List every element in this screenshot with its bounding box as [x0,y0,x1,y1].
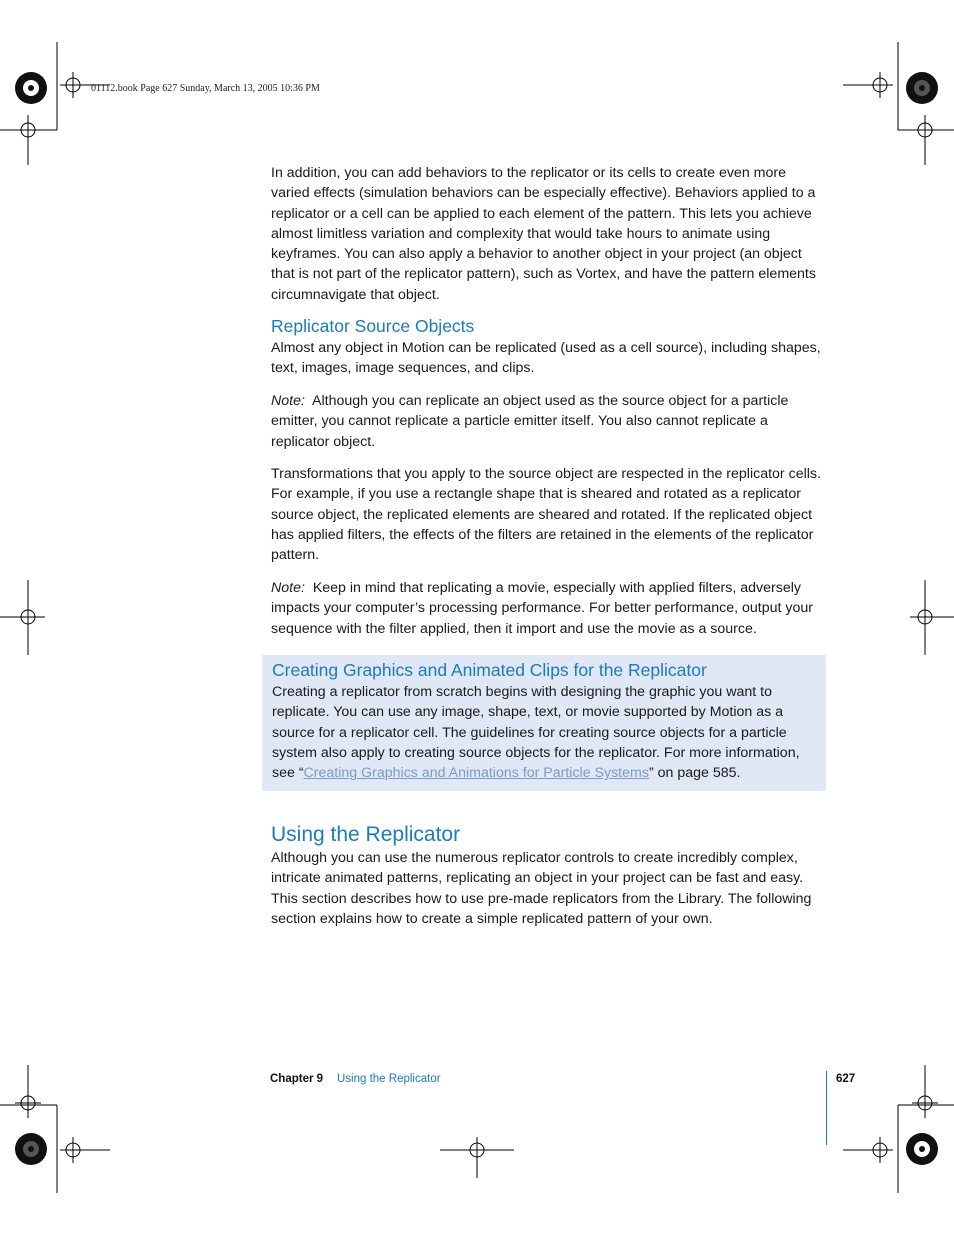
page-number: 627 [836,1073,856,1085]
intro-paragraph: In addition, you can add behaviors to the replicator or its cells to create even more varied effects (simulation behaviors can be especially effective). Behaviors applied to a replicator or a cell can be applied to each element of the pattern. This lets you achieve almost limitless variation and complexity that would take hours to animate using keyframes. You can also apply a behavior to another object in your project (an object that is not part of the replicator pattern), such as Vortex, and have the pattern elements circumnavigate that object. [271,165,816,303]
footer-section-title: Using the Replicator [337,1073,441,1085]
sidebar-after-link: ” on page 585. [648,765,741,782]
note-label: Note: [271,393,305,409]
sidebar-paragraph [272,682,817,783]
note-text: Although you can replicate an object used as the source object for a particle emitter, you cannot replicate a particle emitter itself. You also cannot replicate a replicator object. [271,393,789,450]
note-paragraph-1 [271,391,827,452]
section-heading-source-objects: Replicator Source Objects [271,316,475,336]
source-objects-paragraph: Almost any object in Motion can be replicated (used as a cell source), including shapes, text, images, image sequences, and clips. [271,340,821,377]
footer-divider [826,1071,827,1145]
footer-chapter: Chapter 9 [270,1073,324,1085]
print-header: 01112.book Page 627 Sunday, March 13, 2005 10:36 PM [91,83,320,94]
sidebar-text: Creating a replicator from scratch begins with designing the graphic you want to replicate. You can use any image, shape, text, or movie supported by Motion as a source for a replicator cell. The guidelines for creating source objects for a particle system also apply to creating source objects for the replicator. For more information, see “ [272,684,800,782]
section-heading-using-replicator: Using the Replicator [271,823,461,846]
note-text: Keep in mind that replicating a movie, especially with applied filters, adversely impacts your computer’s processing performance. For better performance, output your sequence with the filter applied, then it import and use the movie as a source. [271,580,814,637]
transform-paragraph: Transformations that you apply to the source object are respected in the replicator cells. For example, if you use a rectangle shape that is sheared and rotated as a replicator source object, the replicated elements are sheared and rotated. If the replicated object has applied filters, the effects of the filters are retained in the elements of the replicator pattern. [271,466,821,564]
sidebar-heading: Creating Graphics and Animated Clips for the Replicator [272,660,707,680]
using-replicator-paragraph: Although you can use the numerous replicator controls to create incredibly complex, intricate animated patterns, replicating an object in your project can be fast and easy. This section describes how to use pre-made replicators from the Library. The following section explains how to create a simple replicated pattern of your own. [271,850,812,927]
cross-reference-link[interactable]: Creating Graphics and Animations for Particle Systems [303,765,649,782]
note-paragraph-2 [271,578,827,639]
note-label: Note: [271,580,305,596]
